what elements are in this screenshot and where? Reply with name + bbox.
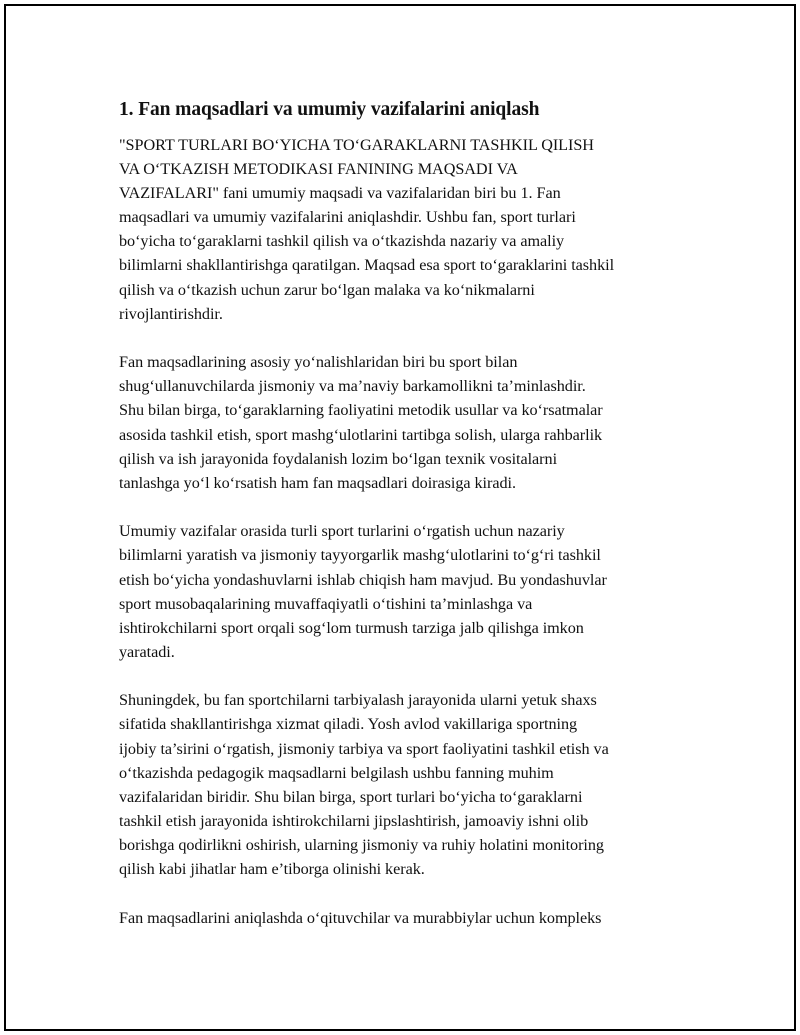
text-line: bilimlarni yaratish va jismoniy tayyorgarlik mashg‘ulotlarini to‘g‘ri tashkil <box>119 546 601 565</box>
paragraph <box>119 133 704 326</box>
text-line: qilish kabi jihatlar ham e’tiborga olinishi kerak. <box>119 860 425 879</box>
text-line: borishga qodirlikni oshirish, ularning jismoniy va ruhiy holatini monitoring <box>119 835 604 854</box>
text-line: asosida tashkil etish, sport mashg‘ulotlarini tartibga solish, ularga rahbarlik <box>119 425 603 444</box>
text-line: Umumiy vazifalar orasida turli sport turlarini o‘rgatish uchun nazariy <box>119 522 565 541</box>
text-line: vazifalaridan biridir. Shu bilan birga, sport turlari bo‘yicha to‘garaklarni <box>119 787 583 806</box>
text-line: bo‘yicha to‘garaklarni tashkil qilish va o‘tkazishda nazariy va amaliy <box>119 232 565 251</box>
text-line: ijobiy ta’sirini o‘rgatish, jismoniy tarbiya va sport faoliyatini tashkil etish va <box>119 739 609 758</box>
text-line: sport musobaqalarining muvaffaqiyatli o‘tishini ta’minlashga va <box>119 594 533 613</box>
text-line: sifatida shakllantirishga xizmat qiladi. Yosh avlod vakillariga sportning <box>119 715 578 734</box>
text-line: rivojlantirishdir. <box>119 304 223 323</box>
section-heading: 1. Fan maqsadlari va umumiy vazifalarini aniqlash <box>119 99 540 120</box>
text-line: Fan maqsadlarining asosiy yo‘nalishlaridan biri bu sport bilan <box>119 353 518 372</box>
paragraph <box>119 688 704 881</box>
text-line: maqsadlari va umumiy vazifalarini aniqlashdir. Ushbu fan, sport turlari <box>119 208 576 227</box>
text-line: qilish va ish jarayonida foydalanish lozim bo‘lgan texnik vositalarni <box>119 449 558 468</box>
page-frame <box>4 4 796 1031</box>
text-line: VAZIFALARI" fani umumiy maqsadi va vazifalaridan biri bu 1. Fan <box>119 184 561 203</box>
text-line: Shuningdek, bu fan sportchilarni tarbiyalash jarayonida ularni yetuk shaxs <box>119 691 597 710</box>
text-line: o‘tkazishda pedagogik maqsadlarni belgilash ushbu fanning muhim <box>119 763 554 782</box>
paragraph-list <box>119 133 704 930</box>
text-line: etish bo‘yicha yondashuvlarni ishlab chiqish ham mavjud. Bu yondashuvlar <box>119 570 607 589</box>
text-line: "SPORT TURLARI BO‘YICHA TO‘GARAKLARNI TASHKIL QILISH <box>119 136 594 154</box>
paragraph <box>119 519 704 664</box>
text-line: shug‘ullanuvchilarda jismoniy va ma’naviy barkamollikni ta’minlashdir. <box>119 377 586 396</box>
text-line: VA O‘TKAZISH METODIKASI FANINING MAQSADI VA <box>119 160 518 179</box>
text-line: tanlashga yo‘l ko‘rsatish ham fan maqsadlari doirasiga kiradi. <box>119 473 516 492</box>
text-line: tashkil etish jarayonida ishtirokchilarni jipslashtirish, jamoaviy ishni olib <box>119 811 589 830</box>
text-line: Shu bilan birga, to‘garaklarning faoliyatini metodik usullar va ko‘rsatmalar <box>119 401 603 420</box>
text-line: Fan maqsadlarini aniqlashda o‘qituvchilar va murabbiylar uchun kompleks <box>119 908 602 927</box>
text-line: qilish va o‘tkazish uchun zarur bo‘lgan malaka va ko‘nikmalarni <box>119 280 535 299</box>
text-line: bilimlarni shakllantirishga qaratilgan. Maqsad esa sport to‘garaklarini tashkil <box>119 256 615 275</box>
text-line: ishtirokchilarni sport orqali sog‘lom turmush tarziga jalb qilishga imkon <box>119 618 584 637</box>
paragraph <box>119 350 704 495</box>
paragraph <box>119 906 704 930</box>
text-line: yaratadi. <box>119 642 175 661</box>
document-body <box>119 97 704 954</box>
